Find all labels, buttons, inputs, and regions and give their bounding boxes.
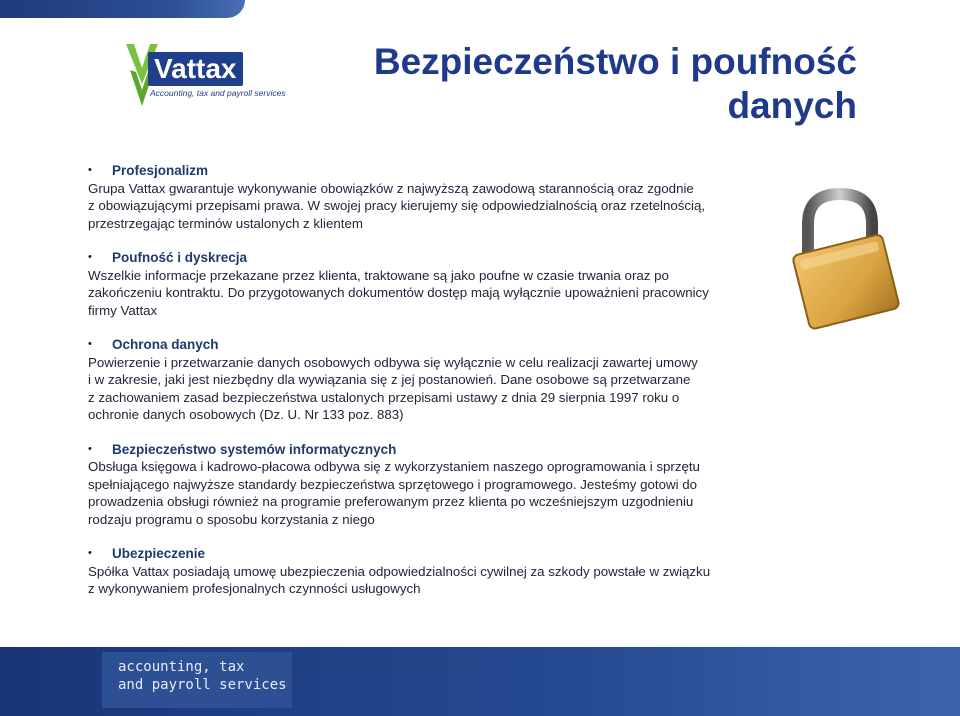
text-line: ochronie danych osobowych (Dz. U. Nr 133 poz. 883) — [88, 407, 404, 422]
section-confidentiality — [88, 249, 788, 319]
section-heading: Profesjonalizm — [112, 163, 209, 178]
footer-tagline-line-2: and payroll services — [118, 677, 287, 693]
text-line: Wszelkie informacje przekazane przez klienta, traktowane są jako poufne w czasie trwania oraz po — [88, 267, 669, 283]
footer-tagline — [118, 658, 287, 694]
section-heading: Bezpieczeństwo systemów informatycznych — [112, 441, 397, 457]
bullet-icon: • — [88, 251, 92, 263]
page-title — [337, 40, 857, 128]
title-line-1: Bezpieczeństwo i poufność — [373, 41, 857, 82]
bullet-icon: • — [88, 547, 92, 559]
logo-tagline: Accounting, tax and payroll services — [150, 88, 286, 98]
text-line: przestrzegając terminów ustalonych z klientem — [88, 215, 363, 231]
section-header — [88, 249, 788, 267]
section-header — [88, 336, 788, 354]
text-line: i w zakresie, jaki jest niezbędny dla wywiązania się z jej postanowień. Dane osobowe są przetwarzane — [88, 372, 691, 387]
footer-tagline-line-1: accounting, tax — [118, 659, 245, 675]
section-text — [88, 458, 788, 528]
text-line: z zachowaniem zasad bezpieczeństwa ustalonych przepisami ustawy z dnia 29 sierpnia 1997 roku o — [88, 389, 680, 405]
text-line: z wykonywaniem profesjonalnych czynności usługowych — [88, 581, 421, 596]
bullet-icon: • — [88, 164, 92, 176]
section-header — [88, 162, 788, 180]
section-heading: Ubezpieczenie — [112, 546, 206, 561]
section-insurance — [88, 545, 788, 598]
text-line: Grupa Vattax gwarantuje wykonywanie obowiązków z najwyższą zawodową starannością oraz zgodnie — [88, 180, 694, 196]
section-text — [88, 354, 788, 424]
bullet-icon: • — [88, 442, 92, 455]
section-it-security — [88, 441, 788, 529]
top-accent-band — [0, 0, 245, 18]
text-line: Obsługa księgowa i kadrowo-płacowa odbywa się z wykorzystaniem naszego oprogramowania i sprzętu — [88, 459, 700, 474]
section-heading: Ochrona danych — [112, 337, 219, 352]
text-line: spełniającego najwyższe standardy bezpieczeństwa sprzętowego i programowego. Jesteśmy gotowi do — [88, 476, 698, 492]
text-line: prowadzenia obsługi również na programie preferowanym przez klienta po wcześniejszym uzgodnieniu — [88, 494, 694, 509]
section-header — [88, 441, 788, 459]
bullet-icon: • — [88, 338, 92, 350]
section-data-protection — [88, 336, 788, 424]
section-header — [88, 545, 788, 563]
text-line: Spółka Vattax posiadają umowę ubezpieczenia odpowiedzialności cywilnej za szkody powstałe w związku — [88, 563, 711, 579]
text-line: rodzaju programu o sposobu korzystania z niego — [88, 511, 375, 527]
text-line: zakończeniu kontraktu. Do przygotowanych dokumentów dostęp mają wyłącznie upoważnieni pracownicy — [88, 285, 709, 300]
section-heading: Poufność i dyskrecja — [112, 250, 248, 265]
content-body — [88, 162, 788, 615]
section-text — [88, 267, 788, 320]
section-text — [88, 563, 788, 598]
section-text — [88, 180, 788, 233]
title-line-2: danych — [727, 85, 857, 126]
logo-wordmark: Vattax — [148, 52, 243, 86]
vattax-logo — [122, 40, 286, 110]
text-line: z obowiązującymi przepisami prawa. W swojej pracy kierujemy się odpowiedzialnością oraz rzetelnością, — [88, 198, 706, 213]
padlock-icon — [786, 186, 904, 330]
text-line: firmy Vattax — [88, 302, 158, 318]
text-line: Powierzenie i przetwarzanie danych osobowych odbywa się wyłącznie w celu realizacji zawartej umowy — [88, 354, 698, 370]
section-professionalism — [88, 162, 788, 232]
